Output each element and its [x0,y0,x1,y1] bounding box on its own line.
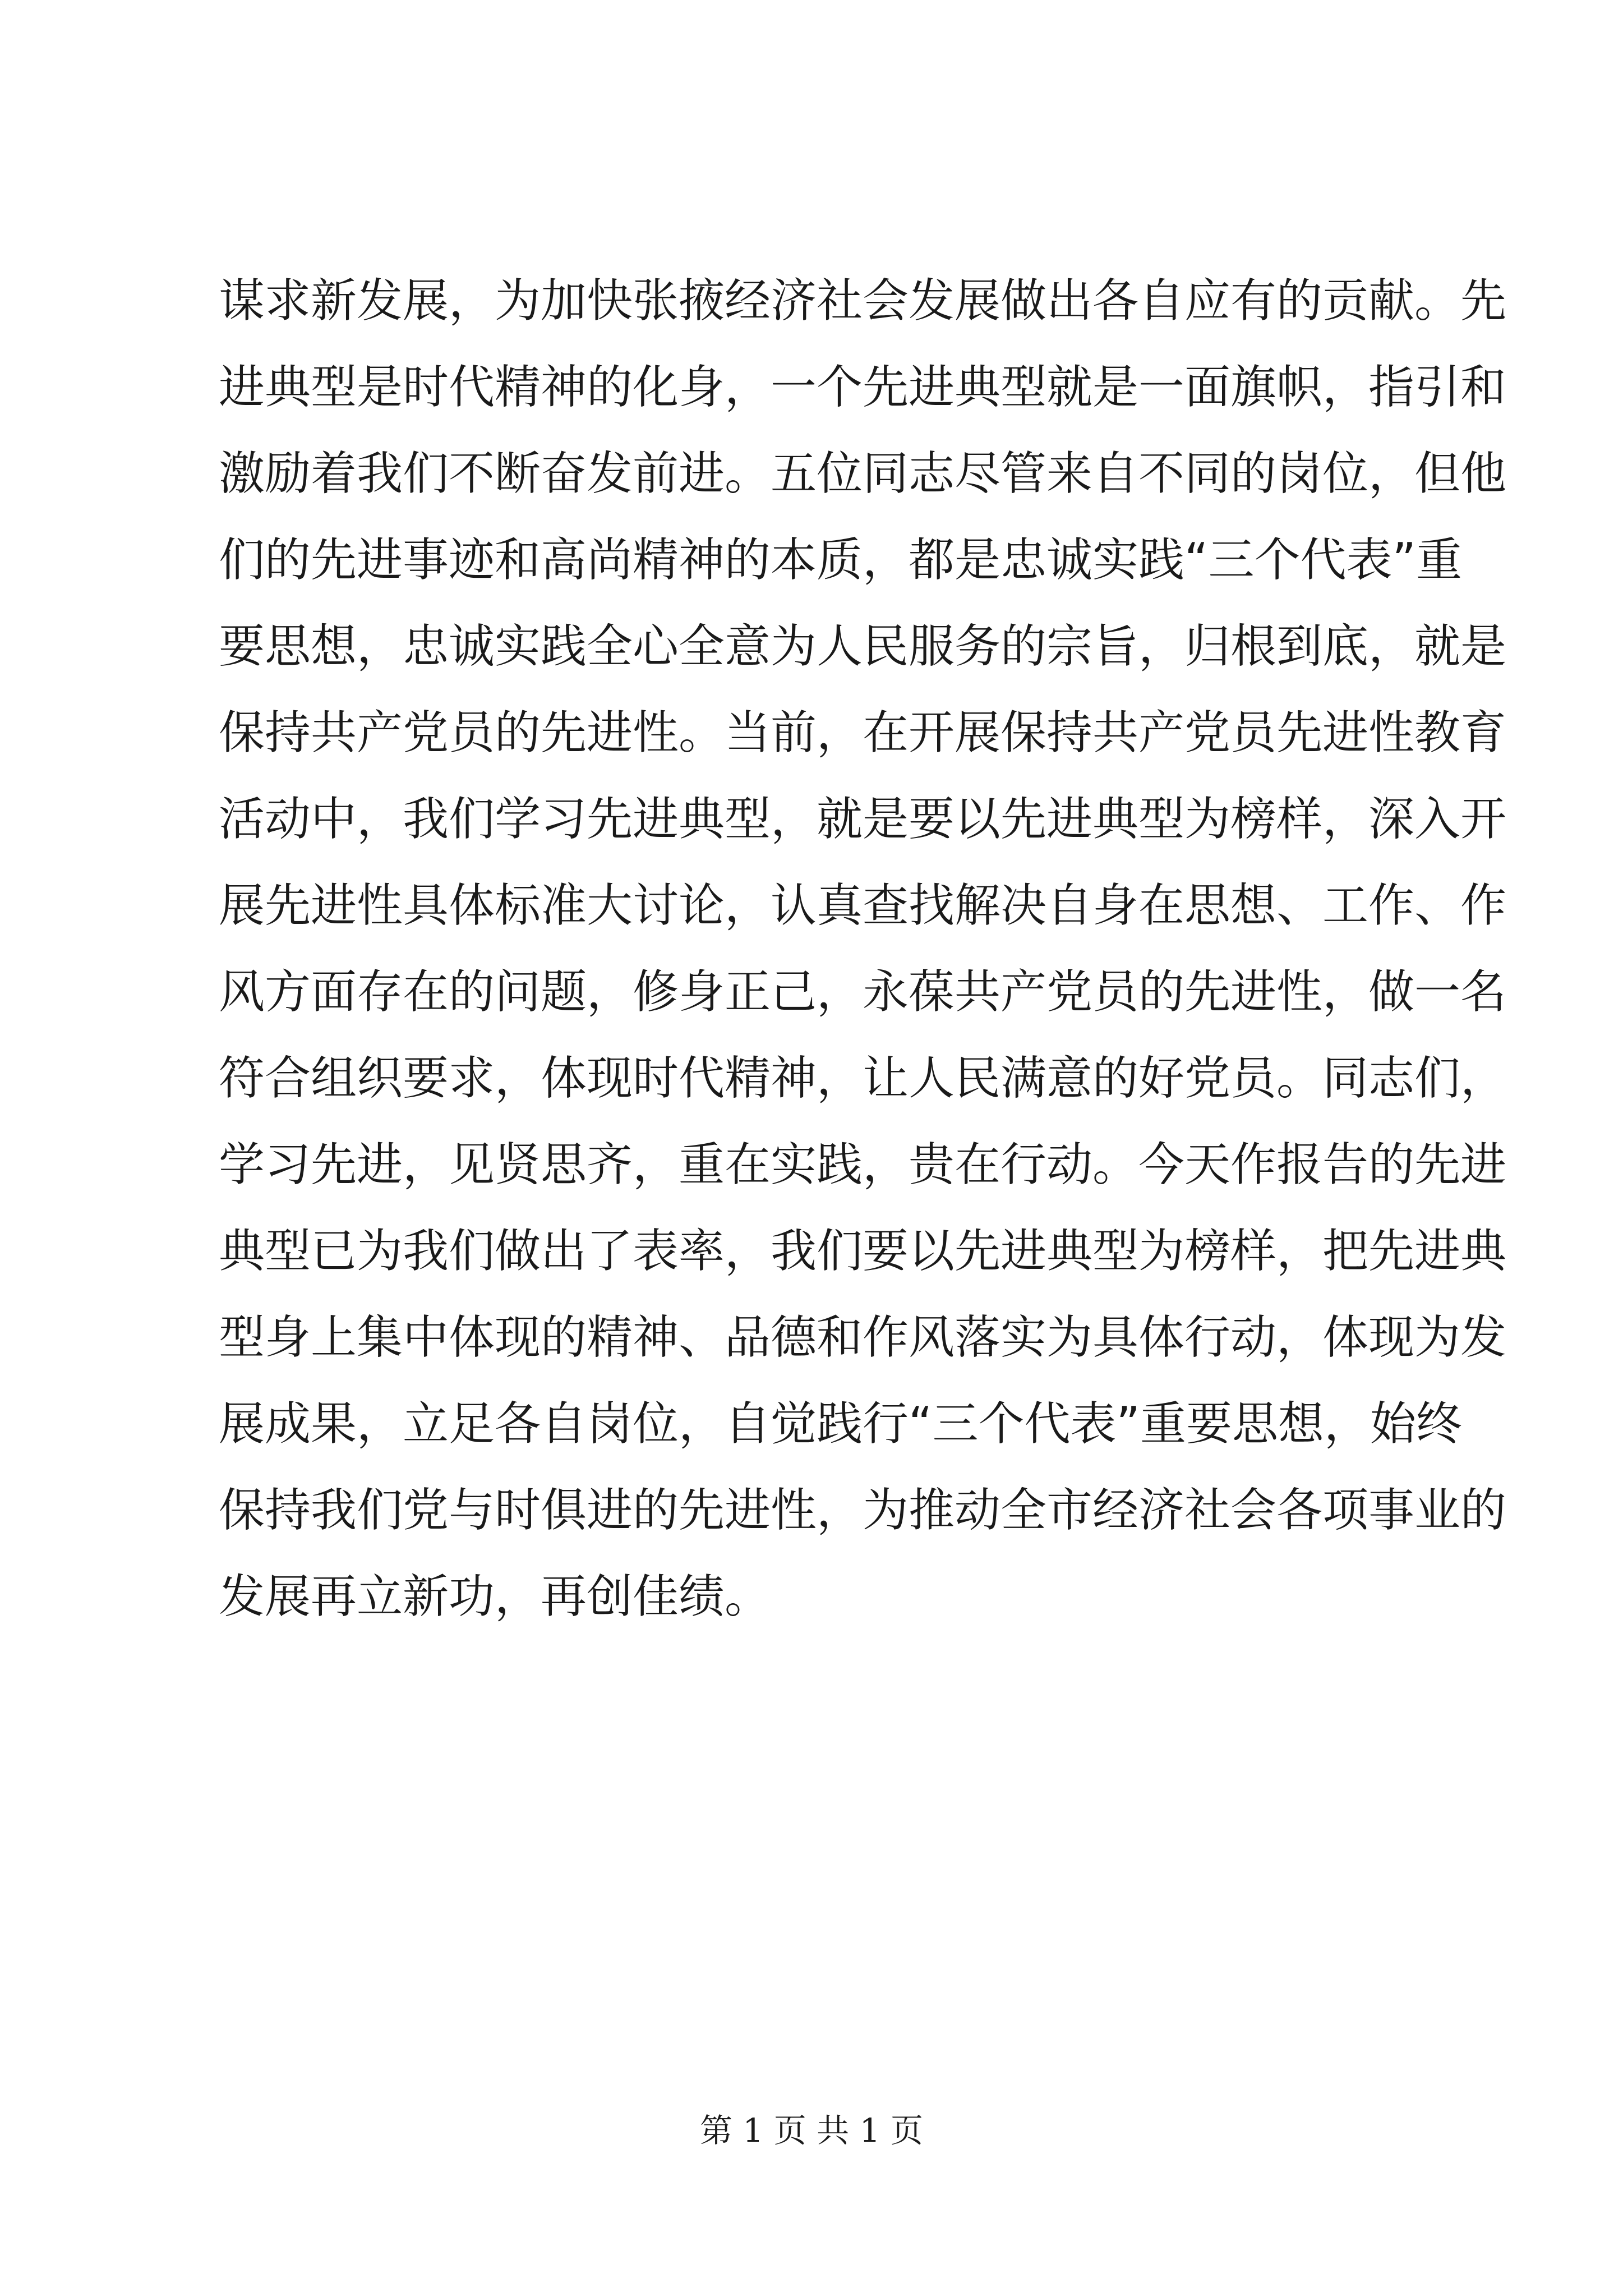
text-line-7: 活动中，我们学习先进典型，就是要以先进典型为榜样，深入开 [219,793,1507,846]
text-line-2: 进典型是时代精神的化身，一个先进典型就是一面旗帜，指引和 [219,361,1507,414]
text-line-10: 符合组织要求，体现时代精神，让人民满意的好党员。同志们， [219,1052,1507,1105]
text-line-4: 们的先进事迹和高尚精神的本质，都是忠诚实践“三个代表”重 [219,533,1462,587]
text-line-11: 学习先进，见贤思齐，重在实践，贵在行动。今天作报告的先进 [219,1138,1507,1191]
text-line-14: 展成果，立足各自岗位，自觉践行“三个代表”重要思想，始终 [219,1397,1462,1451]
text-line-16: 发展再立新功，再创佳绩。 [219,1570,771,1623]
page-number-label: 第 1 页 共 1 页 [700,2111,923,2150]
text-line-8: 展先进性具体标准大讨论，认真查找解决自身在思想、工作、作 [219,879,1507,932]
page-footer [0,2108,1623,2153]
text-line-9: 风方面存在的问题，修身正己，永葆共产党员的先进性，做一名 [219,965,1507,1019]
text-line-6: 保持共产党员的先进性。当前，在开展保持共产党员先进性教育 [219,706,1507,760]
text-line-15: 保持我们党与时俱进的先进性，为推动全市经济社会各项事业的 [219,1484,1507,1537]
text-line-3: 激励着我们不断奋发前进。五位同志尽管来自不同的岗位，但他 [219,447,1507,500]
text-line-12: 典型已为我们做出了表率，我们要以先进典型为榜样，把先进典 [219,1225,1507,1278]
body-paragraph [219,258,1507,1640]
text-line-13: 型身上集中体现的精神、品德和作风落实为具体行动，体现为发 [219,1311,1507,1364]
text-line-1: 谋求新发展，为加快张掖经济社会发展做出各自应有的贡献。先 [219,274,1507,328]
text-line-5: 要思想，忠诚实践全心全意为人民服务的宗旨，归根到底，就是 [219,620,1507,673]
